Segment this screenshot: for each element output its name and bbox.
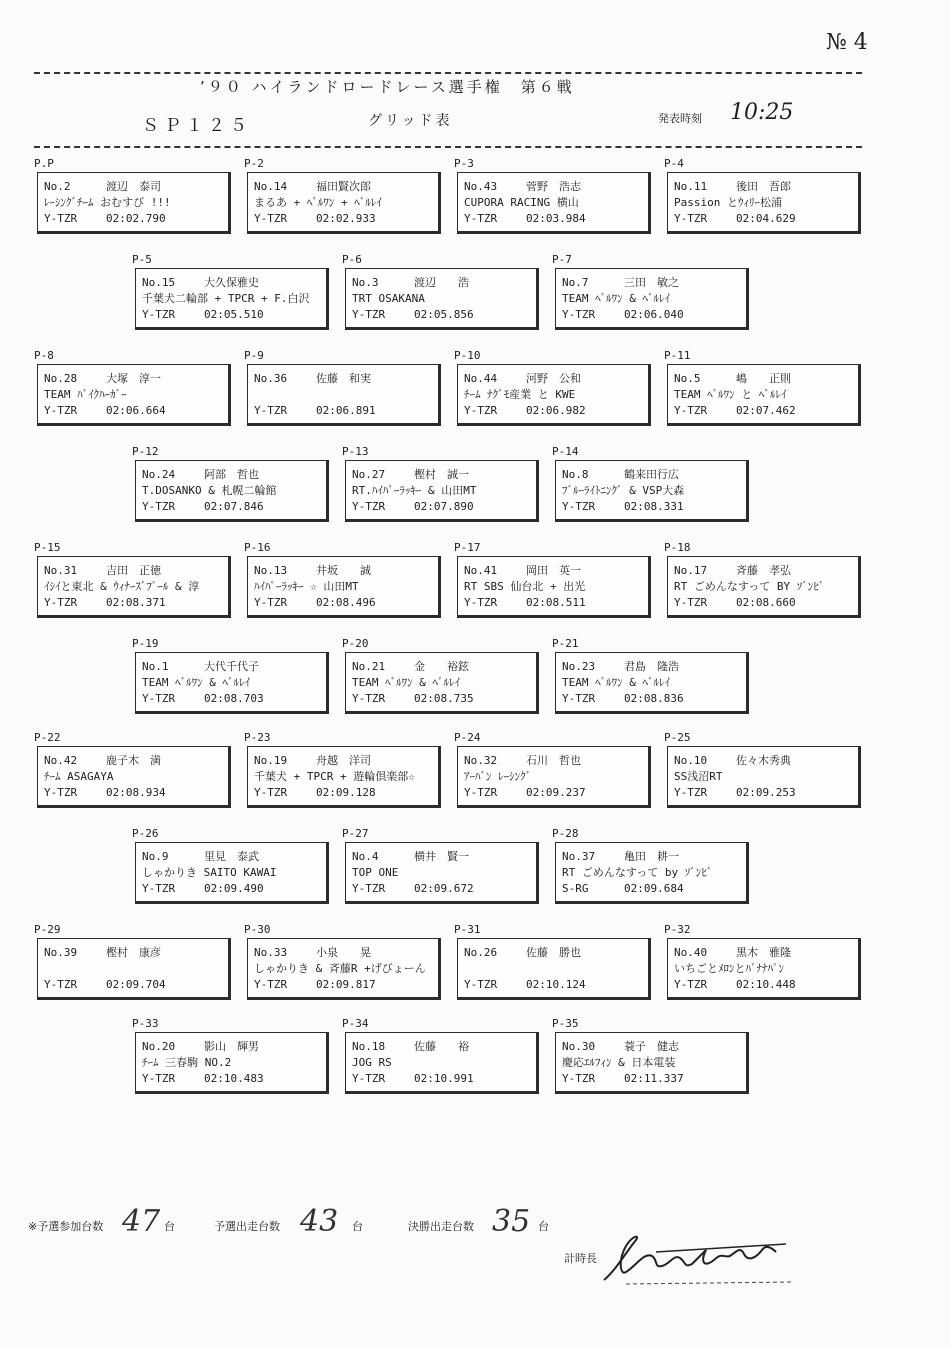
rider-number: No.33 [254,946,288,959]
rider-machine: Y-TZR [562,500,596,513]
grid-position: P-5 [132,253,152,266]
grid-slot [340,826,540,904]
qualifying-time: 02:06.664 [106,404,166,417]
grid-slot [130,826,330,904]
rider-card [555,842,749,904]
rider-card [555,268,749,330]
rider-card [345,1032,539,1094]
grid-slot [662,540,862,618]
final-label: 決勝出走台数 [408,1220,474,1233]
rider-card [37,172,231,234]
rider-card [135,842,329,904]
rider-number: No.10 [674,754,708,767]
rider-machine: Y-TZR [674,978,708,991]
qualifying-time: 02:07.462 [736,404,796,417]
rider-name: 蓑子 健志 [624,1040,679,1053]
grid-position: P-7 [552,253,572,266]
rider-card [457,938,651,1000]
rider-machine: Y-TZR [44,404,78,417]
rider-machine: Y-TZR [464,978,498,991]
class-name: ＳＰ１２５ [142,116,252,136]
qualifying-time: 02:09.253 [736,786,796,799]
grid-position: P-33 [132,1017,159,1030]
rider-number: No.19 [254,754,288,767]
grid-position: P-23 [244,731,271,744]
rider-name: 佐藤 和実 [316,372,371,385]
grid-slot [452,156,652,234]
rider-name: 鹿子木 満 [106,754,161,767]
rider-team: ｱｰﾊﾞﾝ ﾚｰｼﾝｸﾞ [464,770,532,783]
grid-slot [340,1016,540,1094]
starters-label: 予選出走台数 [214,1220,280,1233]
rider-number: No.41 [464,564,498,577]
final-unit: 台 [538,1220,549,1233]
rider-machine: Y-TZR [674,404,708,417]
qualifying-time: 02:10.448 [736,978,796,991]
grid-slot [242,156,442,234]
rider-card [135,268,329,330]
rider-machine: Y-TZR [142,500,176,513]
grid-position: P-6 [342,253,362,266]
rider-machine: Y-TZR [562,692,596,705]
rider-card [135,460,329,522]
rider-name: 吉田 正徳 [106,564,161,577]
rider-card [345,268,539,330]
grid-position: P-34 [342,1017,369,1030]
grid-slot [32,730,232,808]
grid-slot [340,444,540,522]
rider-number: No.23 [562,660,596,673]
rider-name: 井坂 誠 [316,564,371,577]
qualifying-time: 02:08.934 [106,786,166,799]
rider-number: No.37 [562,850,596,863]
rider-machine: Y-TZR [254,212,288,225]
rider-team: SS浅沼RT [674,770,723,783]
rider-name: 阿部 哲也 [204,468,259,481]
starters-value: 43 [300,1204,339,1239]
rider-number: No.36 [254,372,288,385]
rider-team: RT ごめんなすって by ｿﾞﾝﾋﾞ [562,866,713,879]
rider-number: No.30 [562,1040,596,1053]
rider-number: No.1 [142,660,169,673]
rider-number: No.31 [44,564,78,577]
rider-name: 小泉 晃 [316,946,371,959]
grid-position: P-11 [664,349,691,362]
document-name: グリッド表 [368,113,453,129]
rider-name: 里見 泰武 [204,850,259,863]
rider-name: 佐藤 勝也 [526,946,581,959]
grid-position: P-16 [244,541,271,554]
rider-name: 渡辺 浩 [414,276,469,289]
rider-name: 大久保雅史 [204,276,259,289]
rider-machine: Y-TZR [142,308,176,321]
rider-machine: Y-TZR [352,500,386,513]
rider-number: No.39 [44,946,78,959]
rider-machine: Y-TZR [254,596,288,609]
rider-card [247,172,441,234]
rider-machine: Y-TZR [352,882,386,895]
grid-slot [32,922,232,1000]
rider-machine: Y-TZR [44,786,78,799]
rider-card [247,746,441,808]
announce-time-value: 10:25 [730,100,794,125]
qualifying-time: 02:09.490 [204,882,264,895]
rider-team: CUPORA RACING 横山 [464,196,579,209]
rider-number: No.8 [562,468,589,481]
rider-machine: Y-TZR [254,786,288,799]
grid-slot [32,540,232,618]
rider-team: TEAM ﾍﾞﾙﾜﾝ & ﾍﾞﾙﾚｲ [562,676,670,689]
rider-name: 君島 隆浩 [624,660,679,673]
rider-team: 慶応ｴﾙﾌｨﾝ & 日本電装 [562,1056,676,1069]
rider-machine: Y-TZR [44,596,78,609]
rider-machine: Y-TZR [352,308,386,321]
grid-slot [452,348,652,426]
rider-machine: Y-TZR [464,786,498,799]
grid-slot [550,444,750,522]
rider-machine: Y-TZR [562,1072,596,1085]
starters-unit: 台 [352,1220,363,1233]
rider-name: 菅野 浩志 [526,180,581,193]
rider-card [37,938,231,1000]
qualifying-time: 02:07.890 [414,500,474,513]
grid-position: P.P [34,157,54,170]
qualifying-time: 02:08.331 [624,500,684,513]
rider-number: No.27 [352,468,386,481]
grid-position: P-31 [454,923,481,936]
rider-card [457,746,651,808]
signature-label: 計時長 [564,1252,597,1265]
rider-team: TEAM ﾍﾞﾙﾜﾝ & ﾍﾞﾙﾚｲ [142,676,250,689]
rider-name: 後田 吾郎 [736,180,791,193]
grid-slot [32,348,232,426]
rider-number: No.11 [674,180,708,193]
rider-card [37,364,231,426]
grid-slot [662,348,862,426]
rider-team: ﾌﾞﾙｰﾗｲﾄﾆﾝｸﾞ & VSP大森 [562,484,685,497]
rider-name: 樫村 康彦 [106,946,161,959]
qualifying-time: 02:08.660 [736,596,796,609]
qualifying-time: 02:10.124 [526,978,586,991]
rider-number: No.26 [464,946,498,959]
rider-team: TEAM ﾍﾞﾙﾜﾝ & ﾍﾞﾙﾚｲ [352,676,460,689]
grid-position: P-9 [244,349,264,362]
rider-number: No.7 [562,276,589,289]
rider-number: No.14 [254,180,288,193]
rider-machine: Y-TZR [254,978,288,991]
rider-number: No.4 [352,850,379,863]
rider-number: No.20 [142,1040,176,1053]
event-title: ’９０ ハイランドロードレース選手権 第６戦 [200,78,575,96]
grid-position: P-2 [244,157,264,170]
rider-number: No.40 [674,946,708,959]
rider-number: No.28 [44,372,78,385]
grid-position: P-20 [342,637,369,650]
rider-number: No.42 [44,754,78,767]
rider-card [345,460,539,522]
rider-machine: Y-TZR [142,692,176,705]
qualifying-time: 02:07.846 [204,500,264,513]
rider-team: TOP ONE [352,866,399,879]
rider-card [345,652,539,714]
grid-slot [242,730,442,808]
grid-position: P-8 [34,349,54,362]
grid-position: P-3 [454,157,474,170]
rider-machine: Y-TZR [142,1072,176,1085]
grid-slot [662,730,862,808]
grid-slot [452,922,652,1000]
grid-slot [452,540,652,618]
qualifying-time: 02:05.856 [414,308,474,321]
qualifying-time: 02:08.511 [526,596,586,609]
rider-card [555,460,749,522]
rider-card [555,1032,749,1094]
rider-card [247,556,441,618]
rider-card [667,364,861,426]
header-rule [34,146,862,148]
rider-name: 樫村 誠一 [414,468,469,481]
rider-name: 渡辺 泰司 [106,180,161,193]
rider-machine: S-RG [562,882,589,895]
grid-slot [550,1016,750,1094]
rider-team: ﾊｲﾊﾟｰﾗｯｷｰ ☆ 山田MT [254,580,359,593]
qualifying-time: 02:06.982 [526,404,586,417]
grid-slot [32,156,232,234]
rider-name: 影山 輝男 [204,1040,259,1053]
rider-team: JOG RS [352,1056,392,1069]
rider-card [667,746,861,808]
rider-name: 佐々木秀典 [736,754,791,767]
rider-team: ﾁｰﾑ ASAGAYA [44,770,114,783]
grid-position: P-12 [132,445,159,458]
signature [596,1222,796,1292]
qualifying-time: 02:09.684 [624,882,684,895]
qualifying-time: 02:11.337 [624,1072,684,1085]
grid-slot [550,252,750,330]
grid-position: P-19 [132,637,159,650]
rider-card [457,172,651,234]
rider-machine: Y-TZR [254,404,288,417]
grid-position: P-25 [664,731,691,744]
rider-team: T.DOSANKO & 札幌二輪館 [142,484,277,497]
rider-machine: Y-TZR [464,404,498,417]
rider-number: No.44 [464,372,498,385]
rider-machine: Y-TZR [352,692,386,705]
qualifying-time: 02:02.790 [106,212,166,225]
rider-machine: Y-TZR [142,882,176,895]
qualifying-time: 02:10.483 [204,1072,264,1085]
rider-team: いちごとﾒﾛﾝとﾊﾞﾅﾅﾊﾟﾝ [674,962,784,975]
grid-position: P-35 [552,1017,579,1030]
entries-label: ※予選参加台数 [28,1220,104,1233]
grid-slot [662,156,862,234]
grid-position: P-17 [454,541,481,554]
rider-card [667,172,861,234]
qualifying-time: 02:02.933 [316,212,376,225]
grid-position: P-18 [664,541,691,554]
rider-number: No.21 [352,660,386,673]
qualifying-time: 02:09.128 [316,786,376,799]
rider-team: ﾁｰﾑ 三春駒 NO.2 [142,1056,232,1069]
rider-card [555,652,749,714]
grid-position: P-21 [552,637,579,650]
rider-machine: Y-TZR [562,308,596,321]
grid-position: P-27 [342,827,369,840]
grid-slot [662,922,862,1000]
rider-number: No.13 [254,564,288,577]
qualifying-time: 02:08.735 [414,692,474,705]
rider-name: 大塚 淳一 [106,372,161,385]
announce-time-label: 発表時刻 [658,112,702,125]
rider-team: しゃかりき & 斉藤R +げびょーん [254,962,426,975]
grid-slot [130,444,330,522]
qualifying-time: 02:08.371 [106,596,166,609]
grid-position: P-29 [34,923,61,936]
final-value: 35 [492,1204,531,1239]
qualifying-time: 02:09.237 [526,786,586,799]
qualifying-time: 02:09.817 [316,978,376,991]
grid-slot [340,252,540,330]
rider-name: 大代千代子 [204,660,259,673]
rider-team: Passion とｳｨﾘｰ松浦 [674,196,782,209]
grid-slot [242,540,442,618]
qualifying-time: 02:10.991 [414,1072,474,1085]
rider-name: 河野 公和 [526,372,581,385]
grid-slot [550,636,750,714]
qualifying-time: 02:08.703 [204,692,264,705]
rider-team: TEAM ﾊﾞｲｸﾊｰｶﾞｰ [44,388,127,401]
rider-number: No.32 [464,754,498,767]
rider-card [457,556,651,618]
rider-team: TEAM ﾍﾞﾙﾜﾝ と ﾍﾞﾙﾚｲ [674,388,787,401]
rider-machine: Y-TZR [44,978,78,991]
qualifying-time: 02:04.629 [736,212,796,225]
grid-position: P-24 [454,731,481,744]
rider-card [247,364,441,426]
grid-position: P-26 [132,827,159,840]
grid-position: P-30 [244,923,271,936]
rider-team: RT SBS 仙台北 + 出光 [464,580,586,593]
qualifying-time: 02:06.040 [624,308,684,321]
entries-unit: 台 [164,1220,175,1233]
grid-position: P-10 [454,349,481,362]
rider-card [667,938,861,1000]
grid-position: P-32 [664,923,691,936]
rider-number: No.2 [44,180,71,193]
rider-number: No.18 [352,1040,386,1053]
rider-machine: Y-TZR [352,1072,386,1085]
rider-team: RT ごめんなすって BY ｿﾞﾝﾋﾞ [674,580,825,593]
grid-position: P-14 [552,445,579,458]
rider-number: No.15 [142,276,176,289]
rider-card [37,556,231,618]
document-number: № 4 [826,30,868,55]
rider-number: No.3 [352,276,379,289]
grid-slot [130,636,330,714]
rider-name: 三田 敏之 [624,276,679,289]
rider-card [37,746,231,808]
rider-number: No.24 [142,468,176,481]
rider-team: ﾁｰﾑ ﾅｸﾞﾓ産業 と KWE [464,388,576,401]
rider-name: 石川 哲也 [526,754,581,767]
rider-card [135,1032,329,1094]
rider-card [667,556,861,618]
rider-team: まるあ + ﾍﾞﾙﾜﾝ + ﾍﾞﾙﾚｲ [254,196,382,209]
rider-team: TRT OSAKANA [352,292,425,305]
qualifying-time: 02:06.891 [316,404,376,417]
rider-card [247,938,441,1000]
rider-team: 千葉犬二輪部 + TPCR + F.白沢 [142,292,310,305]
rider-team: ﾚｰｼﾝｸﾞﾁｰﾑ おむすび !!! [44,196,171,209]
rider-team: ｲｼｲと東北 & ｳｨﾅｰｽﾞﾌﾟｰﾙ & 淳 [44,580,200,593]
rider-card [135,652,329,714]
rider-team: しゃかりき SAITO KAWAI [142,866,277,879]
grid-position: P-22 [34,731,61,744]
rider-machine: Y-TZR [44,212,78,225]
rider-name: 鶴来田行広 [624,468,679,481]
rider-team: 千葉犬 + TPCR + 遊輪倶楽部☆ [254,770,415,783]
rider-team: TEAM ﾍﾞﾙﾜﾝ & ﾍﾞﾙﾚｲ [562,292,670,305]
rider-name: 斉藤 孝弘 [736,564,791,577]
grid-position: P-15 [34,541,61,554]
rider-number: No.43 [464,180,498,193]
grid-slot [242,348,442,426]
rider-machine: Y-TZR [674,596,708,609]
top-rule [34,72,862,74]
rider-name: 福田賢次郎 [316,180,371,193]
grid-position: P-4 [664,157,684,170]
rider-name: 金 裕鉉 [414,660,469,673]
grid-position: P-28 [552,827,579,840]
grid-slot [130,252,330,330]
rider-number: No.5 [674,372,701,385]
rider-name: 嶋 正則 [736,372,791,385]
grid-position: P-13 [342,445,369,458]
grid-slot [242,922,442,1000]
grid-slot [452,730,652,808]
rider-name: 舟越 洋司 [316,754,371,767]
grid-slot [340,636,540,714]
qualifying-time: 02:08.496 [316,596,376,609]
rider-number: No.17 [674,564,708,577]
rider-machine: Y-TZR [674,786,708,799]
rider-card [457,364,651,426]
rider-number: No.9 [142,850,169,863]
qualifying-time: 02:09.672 [414,882,474,895]
rider-card [345,842,539,904]
rider-team: RT.ﾊｲﾊﾟｰﾗｯｷｰ & 山田MT [352,484,477,497]
rider-name: 亀田 耕一 [624,850,679,863]
qualifying-time: 02:03.984 [526,212,586,225]
rider-name: 佐藤 裕 [414,1040,469,1053]
rider-name: 黒木 雅隆 [736,946,791,959]
rider-machine: Y-TZR [674,212,708,225]
rider-machine: Y-TZR [464,596,498,609]
qualifying-time: 02:05.510 [204,308,264,321]
entries-value: 47 [122,1204,161,1239]
grid-slot [130,1016,330,1094]
rider-name: 岡田 英一 [526,564,581,577]
grid-slot [550,826,750,904]
qualifying-time: 02:08.836 [624,692,684,705]
rider-machine: Y-TZR [464,212,498,225]
rider-name: 横井 賢一 [414,850,469,863]
qualifying-time: 02:09.704 [106,978,166,991]
